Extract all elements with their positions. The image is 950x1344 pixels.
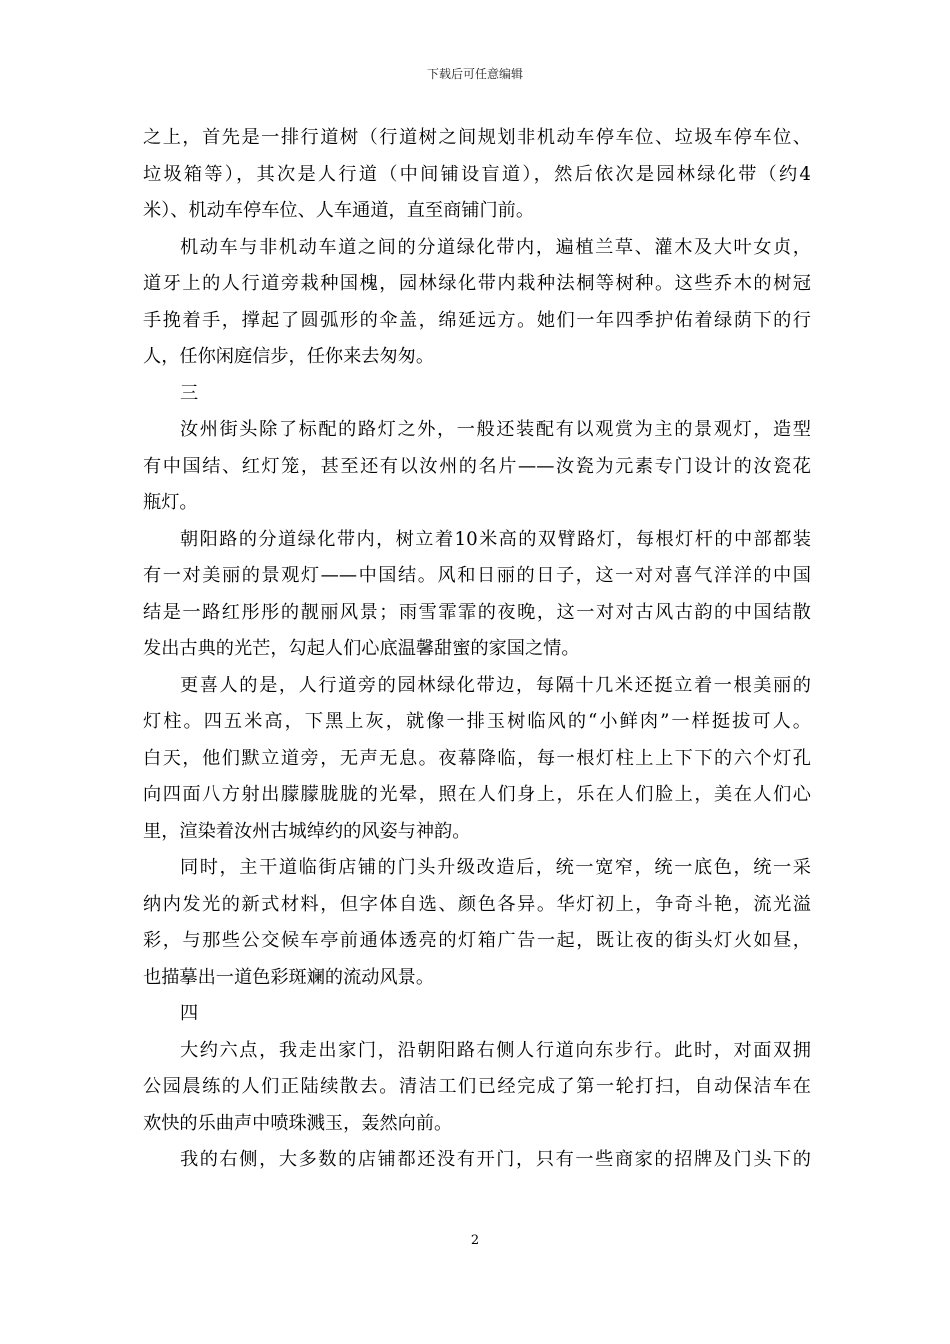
paragraph-line: 灯柱。四五米高，下黑上灰，就像一排玉树临风的“小鲜肉”一样挺拔可人。: [143, 711, 811, 732]
paragraph: [143, 376, 811, 413]
paragraph: [143, 668, 811, 851]
paragraph-line: 有中国结、红灯笼，甚至还有以汝州的名片——汝瓷为元素专门设计的汝瓷花: [143, 455, 811, 477]
paragraph: [143, 522, 811, 668]
paragraph-line: 四: [180, 1003, 199, 1024]
paragraph-line: 机动车与非机动车道之间的分道绿化带内，遍植兰草、灌木及大叶女贞，: [180, 236, 811, 258]
paragraph: [143, 850, 811, 996]
paragraph-line: 大约六点，我走出家门，沿朝阳路右侧人行道向东步行。此时，对面双拥: [180, 1039, 811, 1061]
paragraph-line: 彩，与那些公交候车亭前通体透亮的灯箱广告一起，既让夜的街头灯火如昼，: [143, 930, 811, 951]
document-body: [143, 120, 811, 1179]
paragraph-line: 里，渲染着汝州古城绰约的风姿与神韵。: [143, 820, 471, 842]
paragraph-line: 米）、机动车停车位、人车通道，直至商铺门前。: [143, 200, 535, 221]
paragraph-line: 手挽着手，撑起了圆弧形的伞盖，绵延远方。她们一年四季护佑着绿荫下的行: [143, 309, 811, 331]
paragraph-line: 纳内发光的新式材料，但字体自选、颜色各异。华灯初上，争奇斗艳，流光溢: [143, 893, 811, 915]
paragraph: [143, 230, 811, 376]
paragraph-line: 公园晨练的人们正陆续散去。清洁工们已经完成了第一轮打扫，自动保洁车在: [143, 1076, 811, 1097]
paragraph: [143, 120, 811, 230]
page-header: 下载后可任意编辑: [426, 67, 523, 81]
paragraph: [143, 996, 811, 1033]
paragraph-line: 也描摹出一道色彩斑斓的流动风景。: [143, 966, 435, 988]
paragraph-line: 之上，首先是一排行道树（行道树之间规划非机动车停车位、垃圾车停车位、: [143, 127, 811, 148]
paragraph-line: 白天，他们默立道旁，无声无息。夜幕降临，每一根灯柱上上下下的六个灯孔: [143, 747, 811, 769]
paragraph: [143, 412, 811, 522]
paragraph-line: 发出古典的光芒，勾起人们心底温馨甜蜜的家国之情。: [143, 638, 580, 659]
paragraph-line: 有一对美丽的景观灯——中国结。风和日丽的日子，这一对对喜气洋洋的中国: [143, 565, 811, 586]
paragraph-line: 更喜人的是，人行道旁的园林绿化带边，每隔十几米还挺立着一根美丽的: [180, 674, 811, 696]
paragraph-line: 三: [180, 382, 199, 404]
paragraph-line: 同时，主干道临街店铺的门头升级改造后，统一宽窄，统一底色，统一采: [180, 857, 811, 878]
paragraph-line: 我的右侧，大多数的店铺都还没有开门，只有一些商家的招牌及门头下的: [180, 1149, 811, 1170]
paragraph-line: 人，任你闲庭信步，任你来去匆匆。: [143, 346, 435, 367]
paragraph-line: 欢快的乐曲声中喷珠溅玉，轰然向前。: [143, 1112, 453, 1134]
paragraph: [143, 1142, 811, 1179]
paragraph-line: 瓶灯。: [143, 492, 198, 513]
paragraph-line: 道牙上的人行道旁栽种国槐，园林绿化带内栽种法桐等树种。这些乔木的树冠: [143, 273, 811, 294]
paragraph-line: 汝州街头除了标配的路灯之外，一般还装配有以观赏为主的景观灯，造型: [180, 419, 811, 440]
paragraph: [143, 1033, 811, 1143]
paragraph-line: 结是一路红彤彤的靓丽风景；雨雪霏霏的夜晚，这一对对古风古韵的中国结散: [143, 601, 811, 623]
page-number: 2: [470, 1233, 480, 1248]
paragraph-line: 朝阳路的分道绿化带内，树立着10米高的双臂路灯，每根灯杆的中部都装: [180, 528, 811, 550]
paragraph-line: 垃圾箱等），其次是人行道（中间铺设盲道），然后依次是园林绿化带（约4: [143, 163, 811, 185]
paragraph-line: 向四面八方射出朦朦胧胧的光晕，照在人们身上，乐在人们脸上，美在人们心: [143, 784, 811, 805]
